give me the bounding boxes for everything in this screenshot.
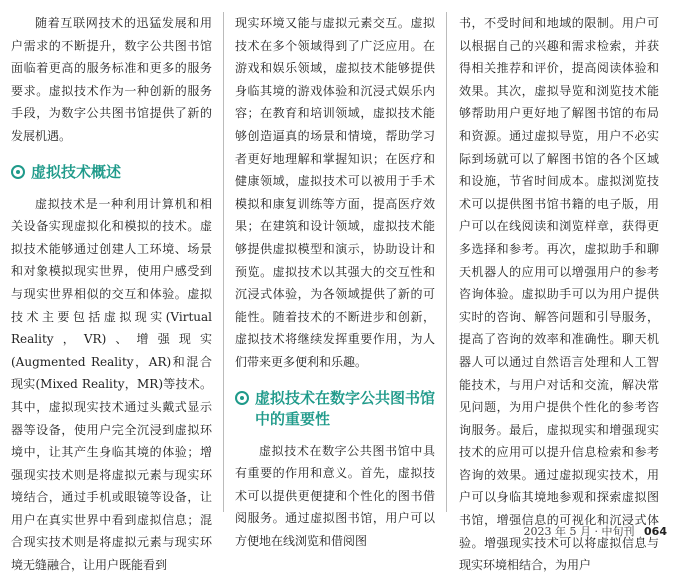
section-heading-text: 虚拟技术概述 (31, 162, 122, 181)
section-heading (11, 162, 212, 183)
section-heading (235, 388, 435, 430)
page-footer (524, 523, 667, 539)
column-divider (446, 12, 447, 512)
body-paragraph: 虚拟技术是一种利用计算机和相关设备实现虚拟化和模拟的技术。虚拟技术能够通过创建人工环境、场景和对象模拟现实世界，使用户感受到与现实世界相似的交互和体验。虚拟技术主要包括虚拟现实(Virtual Reality，VR)、增强现实(Augmented Reality，AR)和混合现实(Mixed Reality，MR)等技术。其中，虚拟现实技术通过头戴式显示器等设备，使用户完全沉浸到虚拟环境中，让其产生身临其境的体验；增强现实技术则是将虚拟元素与现实环境结合，通过手机或眼镜等设备，让用户在真实世界中看到虚拟信息；混合现实技术则是将虚拟元素与现实环境无缝融合，让用户既能看到 (11, 196, 212, 573)
column-2 (235, 12, 435, 552)
body-paragraph: 虚拟技术在数字公共图书馆中具有重要的作用和意义。首先，虚拟技术可以提供更便捷和个性化的图书借阅服务。通过虚拟图书馆，用户可以方便地在线浏览和借阅图 (235, 443, 435, 548)
column-divider (223, 12, 224, 512)
page-number: 064 (644, 525, 667, 538)
body-paragraph: 现实环境又能与虚拟元素交互。虚拟技术在多个领域得到了广泛应用。在游戏和娱乐领域，虚拟技术能够提供身临其境的游戏体验和沉浸式娱乐内容；在教育和培训领域，虚拟技术能够创造逼真的场景和情境，帮助学习者更好地理解和掌握知识；在医疗和健康领域，虚拟技术可以被用于手术模拟和康复训练等方面，提高医疗效果；在建筑和设计领域，虚拟技术能够提供虚拟模型和演示，协助设计和预览。虚拟技术以其强大的交互性和沉浸式体验，为各领域提供了新的可能性。随着技术的不断进步和创新，虚拟技术将继续发挥重要作用，为人们带来更多便利和乐趣。 (235, 16, 435, 369)
section-heading-text: 虚拟技术在数字公共图书馆中的重要性 (255, 388, 436, 428)
column-1 (11, 12, 212, 577)
column-3 (459, 12, 659, 577)
body-paragraph: 书，不受时间和地域的限制。用户可以根据自己的兴趣和需求检索，并获得相关推荐和评价，提高阅读体验和效果。其次，虚拟导览和浏览技术能够帮助用户更好地了解图书馆的布局和资源。通过虚拟导览，用户不必实际到场就可以了解图书馆的各个区域和设施，节省时间成本。虚拟浏览技术可以提供图书馆书籍的电子版，用户可以在线阅读和浏览样章，获得更多选择和参考。再次，虚拟助手和聊天机器人的应用可以增强用户的参考咨询体验。虚拟助手可以为用户提供实时的咨询、解答问题和引导服务，提高了咨询的效率和准确性。聊天机器人可以通过自然语言处理和人工智能技术，与用户对话和交流，解决常见问题，为用户提供个性化的参考咨询服务。最后，虚拟现实和增强现实技术的应用可以提升信息检索和参考咨询的效果。通过虚拟现实技术，用户可以身临其境地参观和探索虚拟图书馆，增强信息的可视化和沉浸式体验。增强现实技术可以将虚拟信息与现实环境相结合，为用户 (459, 16, 659, 573)
section-bullet-icon (11, 165, 25, 179)
section-bullet-icon (235, 391, 249, 405)
intro-paragraph: 随着互联网技术的迅猛发展和用户需求的不断提升，数字公共图书馆面临着更高的服务标准和更多的服务要求。虚拟技术作为一种创新的服务手段，为数字公共图书馆提供了新的发展机遇。 (11, 16, 212, 143)
issue-date: 2023 年 5 月 · 中旬刊 (523, 525, 635, 538)
